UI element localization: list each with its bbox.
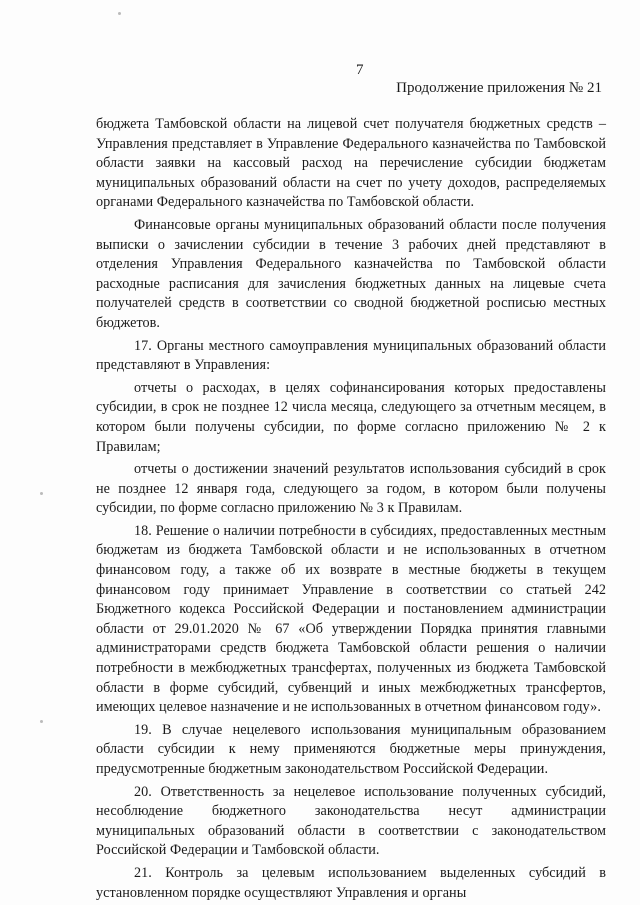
scan-speck xyxy=(40,492,43,495)
scan-speck xyxy=(40,720,43,723)
paragraph: бюджета Тамбовской области на лицевой счет получателя бюджетных средств – Управления представляет в Управление Федерального казначейства по Тамбовской области заявки на кассовый расход на перечисление субсидии бюджетам муниципальных образований области на счет по учету доходов, распределяемых органами Федерального казначейства по Тамбовской области. xyxy=(96,116,606,211)
document-body xyxy=(96,115,606,906)
paragraph: 20. Ответственность за нецелевое использование полученных субсидий, несоблюдение бюджетного законодательства несут администрации муниципальных образований области в соответствии с законодательством Российской Федерации и Тамбовской области. xyxy=(96,783,606,859)
paragraph: 18. Решение о наличии потребности в субсидиях, предоставленных местным бюджетам из бюджета Тамбовской области и не использованных в отчетном финансовом году, а также об их возврате в местные бюджеты в текущем финансовом году принимает Управление в соответствии со статьей 242 Бюджетного кодекса Российской Федерации и постановлением администрации области от 29.01.2020 № 67 «Об утверждении Порядка принятия главными администраторами средств бюджета Тамбовской области решения о наличии потребности в межбюджетных трансфертах, полученных из бюджета Тамбовской области в форме субсидий, субвенций и иных межбюджетных трансфертов, имеющих целевое назначение и не использованных в отчетном финансовом году». xyxy=(96,522,606,716)
page-number: 7 xyxy=(356,62,364,78)
paragraph: 19. В случае нецелевого использования муниципальным образованием области субсидии к нему применяются бюджетные меры принуждения, предусмотренные бюджетным законодательством Российской Федерации. xyxy=(96,721,606,777)
appendix-continuation-note: Продолжение приложения № 21 xyxy=(396,80,602,96)
paragraph: 21. Контроль за целевым использованием выделенных субсидий в установленном порядке осуществляют Управления и органы xyxy=(96,864,606,901)
paragraph: 17. Органы местного самоуправления муниципальных образований области представляют в Управления: xyxy=(96,337,606,374)
paragraph: отчеты о достижении значений результатов использования субсидий в срок не позднее 12 января года, следующего за годом, в котором были получены субсидии, по форме согласно приложению № 3 к Правилам. xyxy=(96,461,606,517)
scan-speck xyxy=(118,12,121,15)
paragraph: отчеты о расходах, в целях софинансирования которых предоставлены субсидии, в срок не позднее 12 числа месяца, следующего за отчетным месяцем, в котором были получены субсидии, по форме согласно приложению № 2 к Правилам; xyxy=(96,379,606,455)
paragraph: Финансовые органы муниципальных образований области после получения выписки о зачислении субсидии в течение 3 рабочих дней представляют в отделения Управления Федерального казначейства по Тамбовской области расходные расписания для зачисления бюджетных данных на лицевые счета получателей средств в соответствии со сводной бюджетной росписью местных бюджетов. xyxy=(96,216,606,331)
